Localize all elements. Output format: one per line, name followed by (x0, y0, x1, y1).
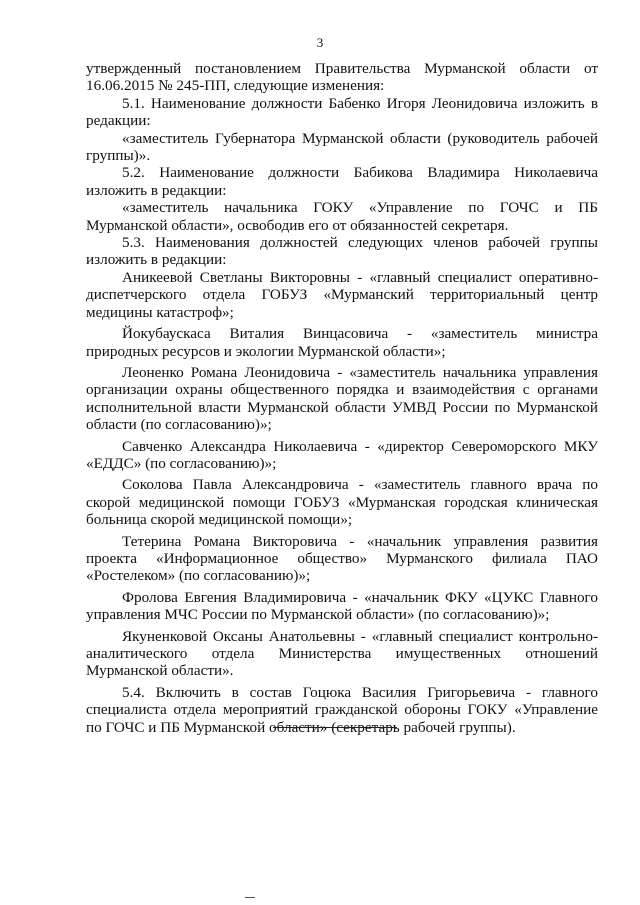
member-entry-frolov: Фролова Евгения Владимировича - «начальник ФКУ «ЦУКС Главного управления МЧС России по Мурманской области» (по согласованию)»; (86, 588, 598, 624)
closing-rule (273, 727, 397, 728)
intro-paragraph: утвержденный постановлением Правительства Мурманской области от 16.06.2015 № 245-ПП, следующие изменения: (86, 60, 598, 95)
item-5-1-heading: 5.1. Наименование должности Бабенко Игоря Леонидовича изложить в редакции: (86, 94, 598, 130)
item-5-4-paragraph: 5.4. Включить в состав Гоцюка Василия Григорьевича - главного специалиста отдела мероприятий гражданской обороны ГОКУ «Управление по ГОЧС и ПБ Мурманской области» (секретарь рабочей группы). (86, 683, 598, 736)
member-entry-leonenko: Леоненко Романа Леонидовича - «заместитель начальника управления организации охраны общественного порядка и взаимодействия с органами исполнительной власти Мурманской области УМВД России по Мурманской области (по согласованию)»; (86, 363, 598, 434)
item-5-2-text: «заместитель начальника ГОКУ «Управление по ГОЧС и ПБ Мурманской области», освободив его от обязанностей секретаря. (86, 199, 598, 234)
member-entry-savchenko: Савченко Александра Николаевича - «директор Североморского МКУ «ЕДДС» (по согласованию)»; (86, 437, 598, 472)
member-entry-teterin: Тетерина Романа Викторовича - «начальник управления развития проекта «Информационное общество» Мурманского филиала ПАО «Ростелеком» (по согласованию)»; (86, 532, 598, 585)
member-entry-sokolov: Соколова Павла Александровича - «заместитель главного врача по скорой медицинской помощи ГОБУЗ «Мурманская городская клиническая больница скорой медицинской помощи»; (86, 476, 598, 529)
member-entry-anikeeva: Аникеевой Светланы Викторовны - «главный специалист оперативно-диспетчерского отдела ГОБУЗ «Мурманский территориальный центр медицины катастроф»; (86, 268, 598, 321)
item-5-1-text: «заместитель Губернатора Мурманской области (руководитель рабочей группы)». (86, 129, 598, 165)
page-number: 3 (316, 35, 324, 50)
item-5-3-heading: 5.3. Наименования должностей следующих членов рабочей группы изложить в редакции: (86, 234, 598, 269)
item-5-2-heading: 5.2. Наименование должности Бабикова Владимира Николаевича изложить в редакции: (86, 164, 598, 199)
member-entry-yakunenkova: Якуненковой Оксаны Анатольевны - «главный специалист контрольно-аналитического отдела Министерства имущественных отношений Мурманской области». (86, 627, 598, 680)
document-body (86, 60, 598, 736)
member-entry-yokubauskas: Йокубаускаса Виталия Винцасовича - «заместитель министра природных ресурсов и экологии Мурманской области»; (86, 325, 598, 360)
footer-mark (245, 897, 255, 898)
